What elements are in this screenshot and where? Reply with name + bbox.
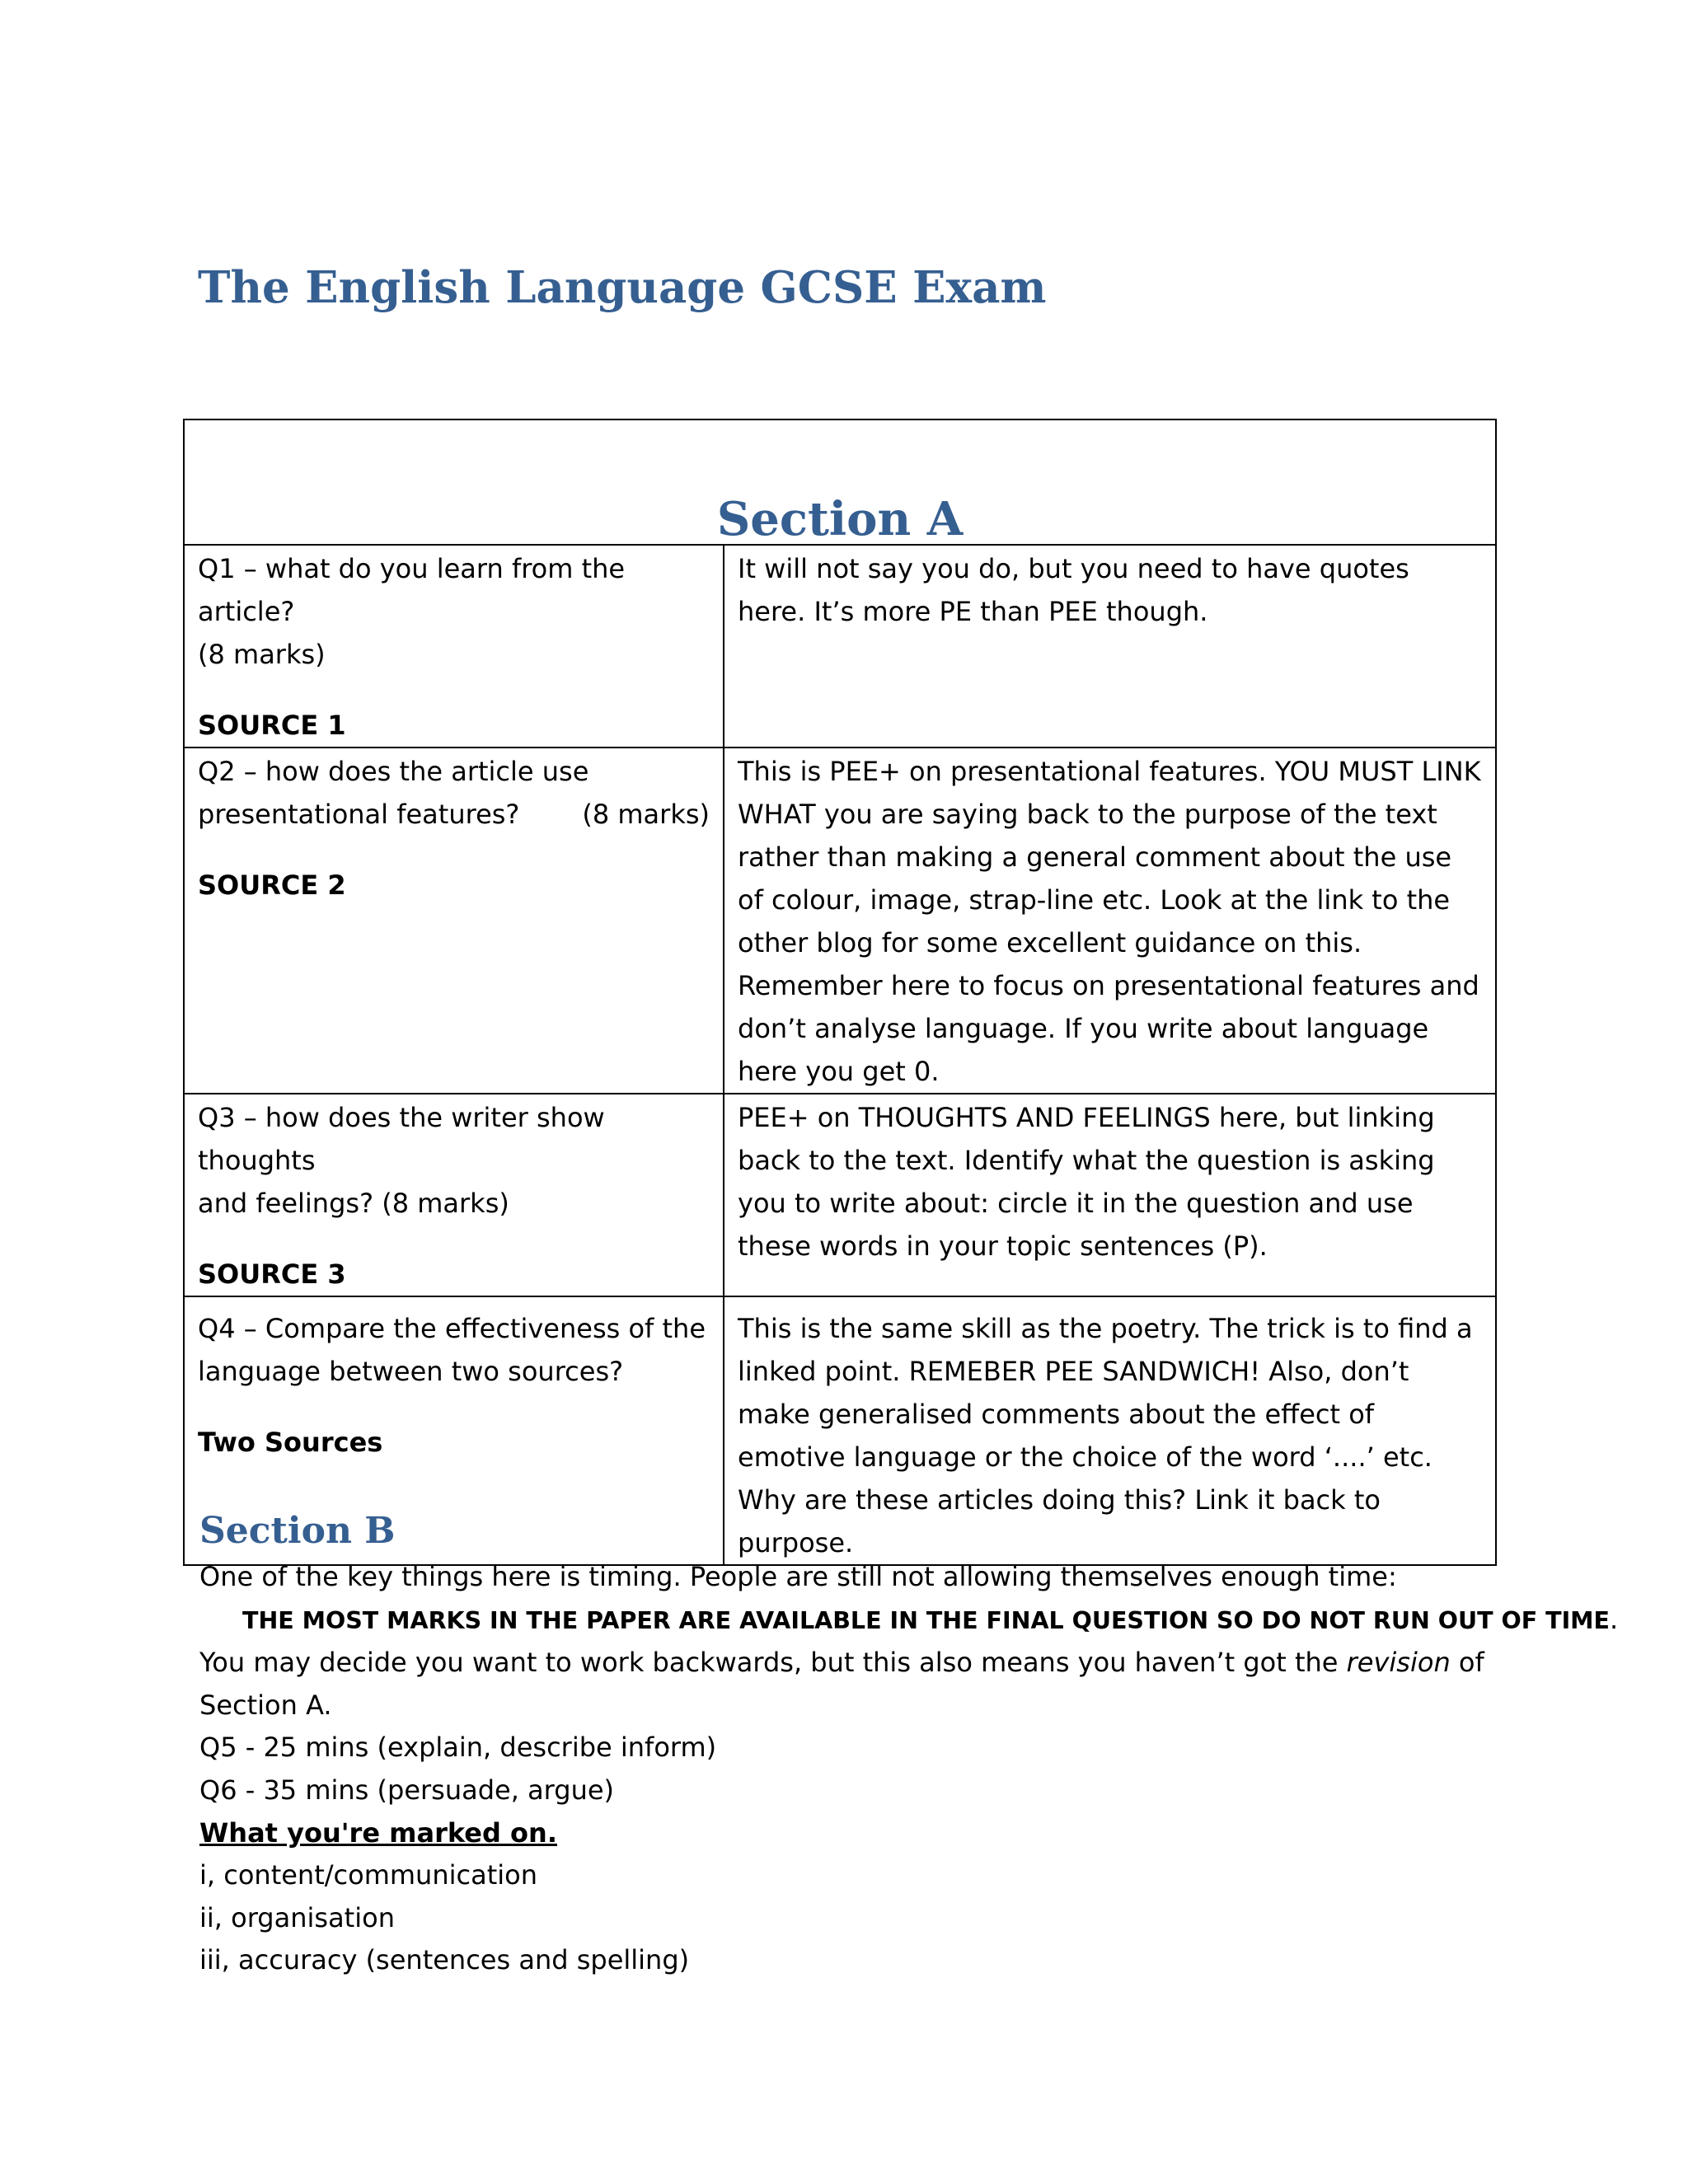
guidance-cell [724, 545, 1496, 748]
timing-warning-text: THE MOST MARKS IN THE PAPER ARE AVAILABLE IN THE FINAL QUESTION SO DO NOT RUN OUT OF TIME [242, 1606, 1611, 1634]
guidance-text: PEE+ on THOUGHTS AND FEELINGS here, but linking back to the text. Identify what the question is asking you to write about: circle it in the question and use these words in your topic sentences (P). [738, 1102, 1435, 1262]
revision-emphasis: revision [1346, 1647, 1451, 1679]
marked-on-heading: What you're marked on. [199, 1816, 557, 1849]
work-backwards-note [199, 1642, 1502, 1727]
criteria-item: ii, organisation [199, 1901, 395, 1933]
source-label: SOURCE 3 [198, 1258, 346, 1290]
table-row [184, 1094, 1496, 1296]
criteria-item: iii, accuracy (sentences and spelling) [199, 1944, 690, 1976]
question-cell [184, 545, 724, 748]
question-text: Q3 – how does the writer show thoughts [198, 1102, 605, 1176]
section-a-header-row [184, 419, 1496, 545]
section-a-header-cell [184, 419, 1496, 545]
criteria-item: i, content/communication [199, 1859, 537, 1891]
q6-timing: Q6 - 35 mins (persuade, argue) [199, 1774, 615, 1806]
question-text: Q4 – Compare the effectiveness of the [198, 1313, 706, 1344]
guidance-cell [724, 1094, 1496, 1296]
question-text: Q2 – how does the article use [198, 756, 589, 787]
guidance-text: This is PEE+ on presentational features. YOU MUST LINK WHAT you are saying back to the purpose of the text rather than making a general comment about the use of colour, image, strap-line etc. Look at the link to the other blog for some excellent guidance on this. Remember here to focus on presentational features and don’t analyse language. If you write about language here you get 0. [738, 756, 1481, 1087]
section-b [199, 1507, 1619, 1982]
question-text: language between two sources? [198, 1356, 624, 1387]
table-row [184, 545, 1496, 748]
source-label: Two Sources [198, 1427, 383, 1458]
question-text: presentational features? [198, 799, 520, 830]
table-row [184, 748, 1496, 1094]
section-a-table [183, 419, 1497, 1566]
source-label: SOURCE 2 [198, 869, 346, 901]
timing-warning [199, 1599, 1619, 1643]
q5-timing: Q5 - 25 mins (explain, describe inform) [199, 1732, 717, 1764]
document-title: The English Language GCSE Exam [198, 262, 1047, 313]
section-b-intro: One of the key things here is timing. People are still not allowing themselves enough time: [199, 1561, 1397, 1592]
question-text: (8 marks) [198, 639, 326, 670]
question-marks: (8 marks) [582, 799, 710, 830]
guidance-cell [724, 748, 1496, 1094]
timing-warning-end: . [1610, 1603, 1619, 1635]
work-backwards-text: You may decide you want to work backwards, but this also means you haven’t got the [199, 1647, 1347, 1679]
section-b-heading: Section B [199, 1510, 396, 1552]
guidance-text: This is the same skill as the poetry. The trick is to find a linked point. REMEBER PEE SANDWICH! Also, don’t make generalised comments about the effect of emotive language or the choice of the word ‘....’ etc. Why are these articles doing this? Link it back to purpose. [738, 1313, 1473, 1558]
question-cell [184, 1094, 724, 1296]
question-text: Q1 – what do you learn from the article? [198, 553, 626, 627]
work-backwards-text-end: of Section A. [199, 1647, 1484, 1721]
question-cell [184, 748, 724, 1094]
question-text-with-marks [198, 793, 710, 836]
question-text: and feelings? (8 marks) [198, 1188, 509, 1219]
section-a-heading: Section A [716, 492, 964, 546]
guidance-text: It will not say you do, but you need to have quotes here. It’s more PE than PEE though. [738, 553, 1409, 627]
source-label: SOURCE 1 [198, 710, 346, 741]
